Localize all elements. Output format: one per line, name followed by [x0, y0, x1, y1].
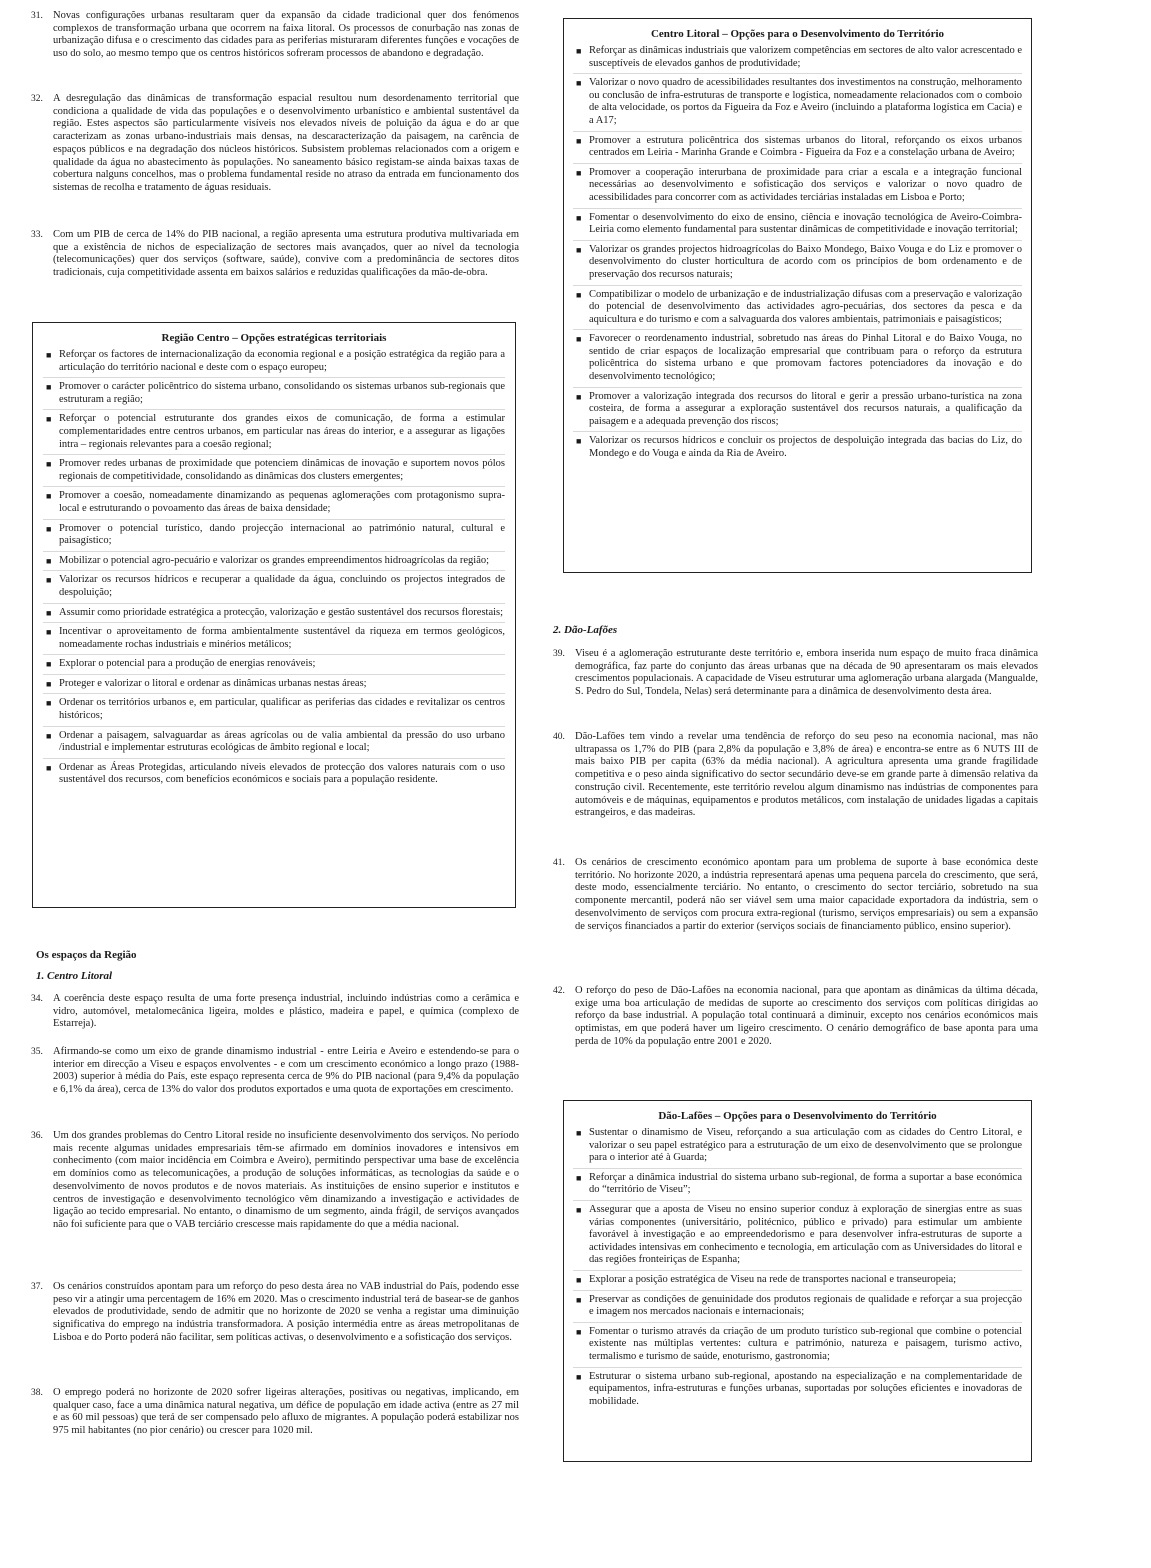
bullet-icon: ■: [46, 414, 52, 425]
list-item: ■ Reforçar os factores de internacionalização da economia regional e a posição estratégica da região para a articulação do território nacional e deste com o espaço europeu;: [43, 349, 505, 378]
list-item: ■ Ordenar os territórios urbanos e, em particular, qualificar as periferias das cidades e revitalizar os centros históricos;: [43, 697, 505, 726]
list-item: ■ Promover a valorização integrada dos recursos do litoral e gerir a pressão urbano-turística na zona costeira, de forma a assegurar a exploração sustentável dos recursos naturais, a qualificação da paisagem e a adequada prevenção dos riscos;: [573, 391, 1022, 433]
paragraph-39: [553, 648, 1038, 699]
list-item: ■ Estruturar o sistema urbano sub-regional, apostando na especialização e na complementaridade de equipamentos, infra-estruturas e funções urbanas, suportadas por soluções eficientes e inovadoras de mobilidade.: [576, 1370, 1022, 1407]
list-item: ■ Valorizar os recursos hídricos e recuperar a qualidade da água, concluindo os projectos integrados de despoluição;: [43, 574, 505, 603]
bullet-icon: ■: [46, 627, 52, 638]
paragraph-text: A desregulação das dinâmicas de transformação espacial resultou num desordenamento territorial que condiciona a qualidade de vida das populações e o desenvolvimento urbanístico e ambiental sustentável da região. Estes aspectos são particularmente visíveis nos elevados níveis de poluição da água e do ar que caracterizam as zonas urbano-industriais mais densas, na descaracterização da paisagem, na carência de espaços públicos e na degradação dos núcleos históricos. Subsistem problemas relacionados com a origem e qualidade da água no abastecimento às populações. No saneamento básico registam-se ainda baixas taxas de cobertura nalguns concelhos, mas o problema fundamental reside no atraso da entrada em funcionamento dos sistemas de recolha e tratamento de águas residuais.: [53, 93, 519, 193]
list-item: ■ Ordenar as Áreas Protegidas, articulando níveis elevados de protecção dos valores naturais com o uso sustentável dos recursos, com benefícios económicos e sociais para a população residente.: [46, 761, 505, 786]
paragraph-number: 35.: [31, 1047, 43, 1057]
paragraph-number: 33.: [31, 230, 43, 240]
list-item: ■ Reforçar o potencial estruturante dos grandes eixos de comunicação, de forma a estimular complementaridades entre centros urbanos, em particular nas áreas do interior, e a assegurar as ligações intra – regionais relevantes para a coesão regional;: [43, 413, 505, 455]
list-item: ■ Promover a coesão, nomeadamente dinamizando as pequenas aglomerações com protagonismo supra-local e estruturando o povoamento das áreas de baixa densidade;: [43, 490, 505, 519]
list-item: ■ Incentivar o aproveitamento de forma ambientalmente sustentável da riqueza em termos geológicos, nomeadamente rochas industriais e minérios metálicos;: [43, 626, 505, 655]
list-item: ■ Promover o carácter policêntrico do sistema urbano, consolidando os sistemas urbanos sub-regionais que estruturam a região;: [43, 381, 505, 410]
paragraph-number: 36.: [31, 1131, 43, 1141]
box-regiao-centro: [32, 322, 516, 908]
bullet-icon: ■: [576, 244, 582, 255]
paragraph-text: Um dos grandes problemas do Centro Litoral reside no insuficiente desenvolvimento dos serviços. No período mais recente algumas unidades empresariais têm-se afirmado em domínios inovadores e intensivos em conhecimento (com maior incidência em Coimbra e Aveiro), permitindo perspectivar uma base de excelência em domínios como as telecomunicações, a produção de soluções informáticas, as tecnologias da saúde e o desenvolvimento de novos produtos e de novos materiais. As instituições de ensino superior e institutos e centros de investigação e desenvolvimento tecnológico vêm dinamizando a investigação e actividades de ligação ao tecido empresarial. No entanto, o dinamismo de um segmento, ainda frágil, de serviços avançados não foi suficiente para que o VAB terciário crescesse mais rapidamente do que a média nacional.: [53, 1130, 519, 1230]
paragraph-text: A coerência deste espaço resulta de uma forte presença industrial, incluindo indústrias como a cerâmica e vidro, automóvel, metalomecânica ligeira, moldes e plástico, madeira e papel, e química (complexo de Estarreja).: [53, 993, 519, 1030]
bullet-icon: ■: [46, 350, 52, 360]
bullet-icon: ■: [576, 1172, 582, 1183]
bullet-icon: ■: [46, 382, 52, 393]
bullet-icon: ■: [46, 555, 52, 566]
list-item: ■ Preservar as condições de genuinidade dos produtos regionais de qualidade e reforçar a sua projecção e imagem nos mercados nacionais e internacionais;: [573, 1294, 1022, 1323]
box-title: Dão-Lafões – Opções para o Desenvolvimento do Território: [658, 1110, 937, 1122]
bullet-icon: ■: [46, 491, 52, 502]
list-item: ■ Valorizar o novo quadro de acessibilidades resultantes dos investimentos na construção, melhoramento ou conclusão de infra-estruturas de transporte e logística, nomeadamente relacionados com o comboio de alta velocidade, os portos da Figueira da Foz e Aveiro (incluindo a plataforma logística em Cacia) e a A17;: [573, 77, 1022, 131]
list-item: ■ Valorizar os recursos hídricos e concluir os projectos de despoluição integrada das bacias do Liz, do Mondego e do Vouga e ainda da Ria de Aveiro.: [576, 435, 1022, 460]
bullet-icon: ■: [46, 607, 52, 618]
paragraph-41: [553, 857, 1038, 933]
list-item: ■ Ordenar a paisagem, salvaguardar as áreas agrícolas ou de valia ambiental da pressão do uso urbano /industrial e implementar estruturas ecológicas de âmbito regional e local;: [43, 730, 505, 759]
bullet-icon: ■: [576, 436, 582, 447]
paragraph-text: Os cenários construídos apontam para um reforço do peso desta área no VAB industrial do País, podendo esse peso vir a atingir uma percentagem de 16% em 2020. Mas o crescimento industrial terá de basear-se de ganhos elevados de produtividade, sendo de admitir que no horizonte de 2020 se venha a registar uma diminuição significativa do emprego na indústria transformadora. A posição intermédia entre as áreas metropolitanas de Lisboa e do Porto poderá não facilitar, sem políticas activas, o desenvolvimento e a sofisticação dos serviços.: [53, 1281, 519, 1343]
bullet-icon: ■: [46, 678, 52, 689]
paragraph-text: O reforço do peso de Dão-Lafões na economia nacional, para que apontam as dinâmicas da última década, exige uma boa articulação de medidas de suporte ao crescimento dos serviços com políticas dirigidas ao reforço da base industrial. A população total continuará a diminuir, excepto nos cenários económicos mais optimistas, em que poderá haver um ligeiro crescimento. O cenário demográfico de base aponta para uma perda de 10% da população entre 2001 e 2020.: [575, 985, 1038, 1047]
subsection-heading: 2. Dão-Lafões: [553, 624, 618, 636]
bullet-icon: ■: [576, 391, 582, 402]
paragraph-number: 41.: [553, 858, 565, 868]
list-item: ■ Explorar o potencial para a produção de energias renováveis;: [43, 658, 505, 675]
paragraph-number: 37.: [31, 1282, 43, 1292]
bullet-icon: ■: [46, 523, 52, 534]
paragraph-text: Viseu é a aglomeração estruturante deste território e, embora inserida num espaço de muito fraca dinâmica demográfica, faz parte do conjunto das áreas urbanas que na década de 90 apresentaram os mais elevados crescimentos populacionais. A capacidade de Viseu estruturar uma aglomeração urbana alargada (Mangualde, S. Pedro do Sul, Tondela, Nelas) será determinante para a dinâmica de desenvolvimento desta área.: [575, 648, 1038, 698]
paragraph-35: [31, 1046, 519, 1097]
list-item: ■ Fomentar o turismo através da criação de um produto turístico sub-regional que combine o potencial existente nas múltiplas vertentes: cultura e património, natureza e paisagem, turismo activo, termalismo e turismo de saúde, enoturismo, gastronomia;: [573, 1326, 1022, 1368]
list-item: ■ Explorar a posição estratégica de Viseu na rede de transportes nacional e transeuropeia;: [573, 1274, 1022, 1291]
list-item: ■ Reforçar as dinâmicas industriais que valorizem competências em sectores de alto valor acrescentado e susceptíveis de elevados ganhos de produtividade;: [573, 45, 1022, 74]
bullet-icon: ■: [46, 730, 52, 741]
paragraph-number: 31.: [31, 11, 43, 21]
paragraph-42: [553, 985, 1038, 1049]
bullet-icon: ■: [576, 78, 582, 89]
paragraph-text: Os cenários de crescimento económico apontam para um problema de suporte à base económica deste território. No horizonte 2020, a indústria representará apenas uma pequena parcela do crescimento, que será, deste modo, essencialmente terciário. No entanto, o crescimento do sector terciário, sobretudo na sua componente mercantil, poderá não ser viável sem uma maior capacidade exportadora da indústria, sem o desenvolvimento de serviços com procura extra-regional (turismo, serviços empresariais) ou sem a expansão de serviços financiados a partir do exterior (serviços sociais de financiamento público, ensino superior).: [575, 857, 1038, 932]
list-item: ■ Compatibilizar o modelo de urbanização e de industrialização difusas com a preservação e valorização do potencial de desenvolvimento das actividades agro-pecuárias, dos sectores da pesca e da aquicultura e do turismo e com a salvaguarda dos valores ambientais, patrimoniais e paisagísticos;: [573, 289, 1022, 331]
list-item: ■ Promover o potencial turístico, dando projecção internacional ao património natural, cultural e paisagístico;: [43, 523, 505, 552]
list-item: ■ Promover a cooperação interurbana de proximidade para criar a escala e a integração funcional necessárias ao desenvolvimento e sofisticação dos serviços e valorizar o novo quadro de acessibilidades para concorrer com as actividades terciárias instaladas em Lisboa e Porto;: [573, 167, 1022, 209]
paragraph-36: [31, 1130, 519, 1232]
paragraph-text: O emprego poderá no horizonte de 2020 sofrer ligeiras alterações, positivas ou negativas, implicando, em qualquer caso, face a uma dinâmica natural negativa, um défice de população em idade activa (entre as 27 mil e as 60 mil pessoas) que terá de ser compensado pelo afluxo de migrantes. A população poderá estabilizar nos 975 mil habitantes (no pior cenário) ou crescer para 1020 mil.: [53, 1387, 519, 1437]
list-item: ■ Fomentar o desenvolvimento do eixo de ensino, ciência e inovação tecnológica de Aveiro-Coimbra-Leiria como elemento fundamental para sustentar dinâmicas de competitividade e inovação territorial;: [573, 212, 1022, 241]
paragraph-number: 34.: [31, 994, 43, 1004]
bullet-icon: ■: [576, 1294, 582, 1305]
paragraph-40: [553, 731, 1038, 820]
list-item: ■ Valorizar os grandes projectos hidroagrícolas do Baixo Mondego, Baixo Vouga e do Liz e promover o desenvolvimento do cluster horticultura de acordo com os princípios de bom ordenamento e de preservação dos recursos naturais;: [573, 244, 1022, 286]
paragraph-number: 39.: [553, 649, 565, 659]
bullet-icon: ■: [46, 575, 52, 586]
bullet-icon: ■: [576, 46, 582, 56]
bullet-icon: ■: [576, 212, 582, 223]
bullet-icon: ■: [576, 334, 582, 345]
bullet-icon: ■: [46, 762, 52, 773]
bullet-icon: ■: [576, 1128, 582, 1138]
subsection-heading: 1. Centro Litoral: [36, 970, 113, 982]
bullet-icon: ■: [576, 1204, 582, 1215]
paragraph-37: [31, 1281, 519, 1345]
paragraph-number: 32.: [31, 94, 43, 104]
box-title: Centro Litoral – Opções para o Desenvolvimento do Território: [650, 28, 945, 40]
list-item: ■ Reforçar a dinâmica industrial do sistema urbano sub-regional, de forma a suportar a base económica do “território de Viseu”;: [573, 1172, 1022, 1201]
list-item: ■ Promover redes urbanas de proximidade que potenciem dinâmicas de inovação e suportem novos pólos regionais de competitividade, consolidando as dinâmicas dos clusters emergentes;: [43, 458, 505, 487]
paragraph-number: 42.: [553, 986, 565, 996]
list-item: ■ Sustentar o dinamismo de Viseu, reforçando a sua articulação com as cidades do Centro Litoral, e valorizar o seu papel estratégico para a estruturação de um eixo de desenvolvimento que se prolongue para o interior até à Guarda;: [573, 1127, 1022, 1169]
bullet-icon: ■: [576, 1326, 582, 1337]
paragraph-text: Novas configurações urbanas resultaram quer da expansão da cidade tradicional quer dos fenómenos complexos de transformação urbana que ocorrem na faixa litoral. Os processos de conurbação nas zonas de urbanização difusa e o crescimento das cidades para as periferias misturaram diferentes funções e vocações de uso do solo, ao mesmo tempo que os centros históricos sofreram processos de abandono e degradação.: [53, 10, 519, 60]
bullet-list: [573, 1127, 1022, 1411]
paragraph-number: 38.: [31, 1388, 43, 1398]
paragraph-31: [31, 10, 519, 61]
bullet-icon: ■: [46, 459, 52, 470]
bullet-icon: ■: [576, 167, 582, 178]
paragraph-32: [31, 93, 519, 195]
box-dao-lafoes: [563, 1100, 1032, 1462]
bullet-icon: ■: [576, 1274, 582, 1285]
paragraph-text: Com um PIB de cerca de 14% do PIB nacional, a região apresenta uma estrutura produtiva multivariada em que a existência de nichos de especialização de sectores mais avançados, quer ao nível da tecnologia (telecomunicações) quer dos serviços (software, saúde), convive com a predominância de sectores ditos tradicionais, cuja competitividade assenta em baixos salários e reduzidas qualificações da mão-de-obra.: [53, 229, 519, 279]
list-item: ■ Mobilizar o potencial agro-pecuário e valorizar os grandes empreendimentos hidroagrícolas da região;: [43, 555, 505, 572]
bullet-list: [43, 349, 505, 790]
section-heading: Os espaços da Região: [36, 949, 137, 961]
list-item: ■ Proteger e valorizar o litoral e ordenar as dinâmicas urbanas nestas áreas;: [43, 678, 505, 695]
bullet-icon: ■: [46, 698, 52, 709]
list-item: ■ Assegurar que a aposta de Viseu no ensino superior conduz à exploração de sinergias entre as suas várias componentes (universitário, politécnico, público e privado) para estimular um ambiente favorável à investigação e ao empreendedorismo e para desenvolver infra-estruturas de suporte a actividades intensivas em conhecimento e tecnologia, em articulação com as Universidades do litoral e das regiões fronteiriças de Espanha;: [573, 1204, 1022, 1271]
list-item: ■ Promover a estrutura policêntrica dos sistemas urbanos do litoral, reforçando os eixos urbanos centrados em Leiria - Marinha Grande e Coimbra - Figueira da Foz e a constelação urbana de Aveiro;: [573, 135, 1022, 164]
paragraph-38: [31, 1387, 519, 1438]
paragraph-34: [31, 993, 519, 1031]
box-title: Região Centro – Opções estratégicas territoriais: [161, 332, 387, 344]
paragraph-text: Dão-Lafões tem vindo a revelar uma tendência de reforço do seu peso na economia nacional, mas não ultrapassa os 1,7% do PIB (para 2,8% da população e 3,8% de área) e encontra-se entre as 6 NUTS III de mais baixo PIB per capita (63% da média nacional). A agricultura apresenta uma grande fragilidade competitiva e o peso ainda significativo do sector secundário deve-se em grande parte à dimensão relativa da construção civil. Recentemente, este território revelou algum dinamismo nas indústrias de componentes para automóveis e de máquinas, equipamentos e produtos metálicos, com instalação de unidades ligadas a capitais estrangeiros, e das madeiras.: [575, 731, 1038, 819]
paragraph-number: 40.: [553, 732, 565, 742]
list-item: ■ Assumir como prioridade estratégica a protecção, valorização e gestão sustentável dos recursos florestais;: [43, 607, 505, 624]
bullet-icon: ■: [576, 135, 582, 146]
paragraph-text: Afirmando-se como um eixo de grande dinamismo industrial - entre Leiria e Aveiro e estendendo-se para o interior em direcção a Viseu e espaços envolventes - e com um crescimento económico a longo prazo (1988-2003) superior à média do País, este espaço representa cerca de 9% do PIB nacional (para 9,4% da população e 6,1% da área), cerca de 13% do valor dos produtos exportados e uma quota de exportações em crescimento.: [53, 1046, 519, 1096]
bullet-icon: ■: [576, 1371, 582, 1382]
bullet-list: [573, 45, 1022, 464]
paragraph-33: [31, 229, 519, 280]
list-item: ■ Favorecer o reordenamento industrial, sobretudo nas áreas do Pinhal Litoral e do Baixo Vouga, no sentido de criar espaços de localização empresarial que contribuam para o reforço da estrutura policêntrica do sistema urbano e que promovam factores potenciadores da inovação e do desenvolvimento tecnológico;: [573, 333, 1022, 387]
box-centro-litoral: [563, 18, 1032, 573]
bullet-icon: ■: [576, 289, 582, 300]
bullet-icon: ■: [46, 659, 52, 670]
